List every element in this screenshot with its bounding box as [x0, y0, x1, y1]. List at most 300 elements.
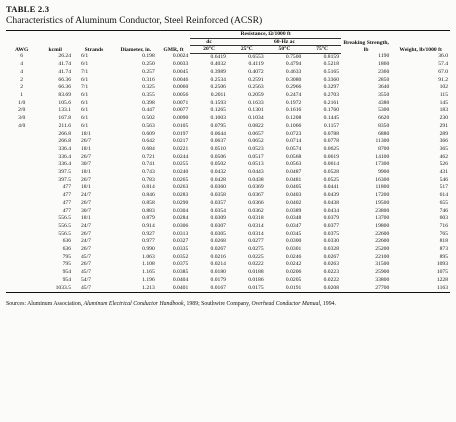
table-cell: 0.0105 — [172, 122, 189, 129]
table-cell: 0.325 — [142, 84, 155, 91]
table-row — [6, 177, 450, 185]
table-cell: 102 — [439, 84, 448, 91]
header-resistance: Resistance, Ω/1000 ft — [190, 31, 341, 39]
table-cell: 66.36 — [58, 84, 71, 91]
table-cell: 0.0180 — [210, 269, 226, 276]
table-cell: 0.0375 — [172, 261, 189, 268]
table-row — [6, 231, 450, 239]
header-ac-50c: 50°C — [266, 46, 304, 54]
table-cell: 336.4 — [58, 153, 71, 160]
table-cell: 0.783 — [142, 176, 155, 183]
table-cell: 0.0443 — [248, 169, 264, 176]
table-cell: 0.0377 — [323, 222, 339, 229]
table-row — [6, 138, 450, 146]
table-cell: 0.0506 — [210, 153, 226, 160]
table-cell: 0.502 — [142, 115, 155, 122]
table-cell: 0.0352 — [172, 253, 189, 260]
table-cell: 30/7 — [81, 207, 91, 214]
table-cell: 0.0528 — [323, 169, 339, 176]
table-cell: 0.0358 — [210, 192, 226, 199]
table-cell: 0.684 — [142, 145, 155, 152]
source-note — [6, 301, 450, 308]
table-cell: 4380 — [378, 99, 390, 106]
table-cell: 0.0513 — [248, 161, 264, 168]
table-row — [6, 184, 450, 192]
table-cell: 0.0778 — [323, 138, 339, 145]
table-cell: 30/7 — [81, 161, 91, 168]
table-cell: 0.0403 — [285, 192, 302, 199]
table-cell: 0.0375 — [323, 230, 339, 237]
table-cell: 18/1 — [81, 145, 91, 152]
table-cell: 0.0217 — [172, 138, 189, 145]
table-cell: 17200 — [375, 192, 390, 199]
table-cell: 0.0405 — [285, 184, 302, 191]
table-cell: 11800 — [375, 184, 390, 191]
table-cell: 556.5 — [58, 230, 71, 237]
table-cell: 0.0305 — [210, 230, 226, 237]
table-cell: 1190 — [378, 53, 390, 60]
table-cell: 0.0619 — [323, 153, 339, 160]
table-cell: 0.316 — [142, 76, 155, 83]
table-cell: 0.1157 — [323, 122, 339, 129]
table-cell: 0.0221 — [172, 145, 189, 152]
table-cell: 19500 — [375, 199, 390, 206]
table-cell: 0.0056 — [172, 92, 189, 99]
table-row — [6, 84, 450, 92]
table-cell: 26.24 — [58, 53, 71, 60]
table-cell: 0.2534 — [210, 76, 226, 83]
table-cell: 4 — [20, 61, 24, 68]
table-cell: 2 — [20, 76, 24, 83]
table-cell: 954 — [62, 269, 71, 276]
table-cell: 1860 — [378, 61, 390, 68]
table-cell: 54/7 — [81, 276, 91, 283]
table-cell: 0.2966 — [285, 84, 302, 91]
table-cell: 0.0208 — [303, 285, 341, 293]
table-row — [6, 53, 450, 61]
table-cell: 0.0314 — [248, 230, 264, 237]
table-cell: 0.0077 — [172, 107, 189, 114]
table-cell: 11300 — [375, 138, 390, 145]
table-cell: 0.0563 — [285, 161, 302, 168]
table-cell: 0.0244 — [172, 153, 189, 160]
table-cell: 0.814 — [142, 184, 155, 191]
table-cell: 0.609 — [142, 130, 155, 137]
table-row — [6, 254, 450, 262]
table-cell: 517 — [439, 184, 448, 191]
table-cell: 0.1265 — [210, 107, 226, 114]
table-cell: 291 — [439, 122, 448, 129]
table-cell: 603 — [439, 215, 448, 222]
header-breaking-strength: Breaking Strength, lb — [341, 31, 391, 54]
table-cell — [6, 161, 37, 169]
table-cell: 0.743 — [142, 169, 155, 176]
table-cell: 765 — [439, 230, 448, 237]
table-cell: 0.0360 — [210, 184, 226, 191]
table-cell: 24/7 — [81, 222, 91, 229]
table-cell: 211.6 — [58, 122, 71, 129]
table-cell: 0.0714 — [285, 138, 302, 145]
table-cell: 26/7 — [81, 230, 91, 237]
table-cell: 6/1 — [81, 107, 89, 114]
table-row — [6, 192, 450, 200]
table-cell: 0.0402 — [285, 199, 302, 206]
table-cell: 41.74 — [58, 61, 71, 68]
header-ac-25c: 25°C — [228, 46, 266, 54]
table-cell: 0.0367 — [248, 192, 264, 199]
table-cell: 25900 — [375, 269, 390, 276]
table-cell: 0.0268 — [210, 238, 226, 245]
table-cell: 26/7 — [81, 153, 91, 160]
table-cell: 26/7 — [81, 199, 91, 206]
table-cell: 57.4 — [438, 61, 448, 68]
table-cell: 0.0033 — [172, 61, 189, 68]
table-cell: 0.1301 — [248, 107, 264, 114]
table-cell: 26/7 — [81, 176, 91, 183]
table-row — [6, 285, 450, 293]
table-cell — [6, 177, 37, 185]
table-cell: 0.0568 — [285, 153, 302, 160]
table-cell: 0.4633 — [285, 68, 302, 75]
table-cell: 0.0277 — [248, 238, 264, 245]
table-cell: 636 — [62, 246, 71, 253]
table-cell: 0.0354 — [210, 207, 226, 214]
table-row — [6, 223, 450, 231]
table-cell: 0.0179 — [210, 276, 226, 283]
table-cell: 0.0216 — [210, 253, 226, 260]
table-cell: 0.198 — [142, 53, 155, 60]
table-cell: 746 — [439, 207, 448, 214]
table-cell: 0.0525 — [323, 176, 339, 183]
header-ac-75c: 75°C — [303, 46, 341, 54]
table-cell: 0.0046 — [172, 76, 189, 83]
table-cell: 0.0328 — [323, 246, 339, 253]
table-cell: 0.2506 — [210, 84, 226, 91]
table-cell: 83.69 — [58, 92, 71, 99]
table-cell: 36.0 — [438, 53, 448, 60]
table-cell: 873 — [439, 246, 448, 253]
table-cell: 0.741 — [142, 161, 155, 168]
table-row — [6, 169, 450, 177]
table-cell: 0.0822 — [248, 122, 264, 129]
table-cell: 1033.5 — [37, 285, 73, 293]
table-cell: 9900 — [378, 169, 390, 176]
table-cell: 0.3989 — [210, 68, 226, 75]
table-cell: 0.4794 — [285, 61, 302, 68]
table-row — [6, 238, 450, 246]
table-cell: 45/7 — [81, 269, 91, 276]
table-cell: 0.0306 — [172, 222, 189, 229]
table-cell: 33800 — [375, 276, 390, 283]
table-cell: 0.0625 — [323, 145, 339, 152]
table-cell: 105.6 — [58, 99, 71, 106]
table-cell: 0.1003 — [210, 115, 226, 122]
table-cell: 0.3297 — [323, 84, 339, 91]
table-row — [6, 246, 450, 254]
source-book-2: Overhead Conductor Manual — [251, 301, 320, 308]
source-mid: , 1989; Southwire Company, — [183, 301, 252, 308]
table-cell: 183 — [439, 107, 448, 114]
table-cell: 614 — [439, 192, 448, 199]
table-cell: 1163 — [391, 285, 450, 293]
table-cell: 0.4032 — [210, 61, 226, 68]
table-cell: 0.0369 — [248, 184, 264, 191]
table-cell: 0.3360 — [323, 76, 339, 83]
table-cell: 17300 — [375, 161, 390, 168]
table-cell: 18/1 — [81, 169, 91, 176]
table-cell: 0.858 — [142, 199, 155, 206]
table-header — [6, 31, 450, 54]
table-cell: 3/0 — [18, 115, 26, 122]
table-cell: 6/1 — [81, 115, 89, 122]
table-cell: 26/7 — [81, 138, 91, 145]
table-cell: 0.0366 — [248, 199, 264, 206]
table-cell: 0.0060 — [172, 84, 189, 91]
table-cell: 0.0314 — [248, 222, 264, 229]
table-cell: 0.0644 — [210, 130, 226, 137]
table-cell: 366 — [439, 138, 448, 145]
table-cell: 0.0307 — [210, 222, 226, 229]
table-cell: 477 — [62, 207, 71, 214]
table-cell: 0.1972 — [285, 99, 302, 106]
header-gmr: GMR, ft — [157, 31, 191, 54]
table-cell: 1.165 — [142, 269, 155, 276]
table-cell: 0.0788 — [323, 130, 339, 137]
table-cell: 0.1760 — [323, 107, 339, 114]
table-cell: 266.8 — [58, 130, 71, 137]
table-cell: 0.990 — [142, 246, 155, 253]
table-cell: 0.0401 — [157, 285, 191, 293]
table-cell: 45/7 — [73, 285, 115, 293]
table-row — [6, 146, 450, 154]
table-cell: 24/7 — [81, 192, 91, 199]
table-cell: 2850 — [378, 76, 390, 83]
table-cell: 4 — [20, 68, 24, 75]
table-cell: 0.8159 — [323, 53, 339, 60]
table-cell: 0.398 — [142, 99, 155, 106]
table-cell: 0.0345 — [285, 230, 302, 237]
table-cell: 0.4119 — [248, 61, 264, 68]
header-60hz-ac: 60-Hz ac — [228, 38, 341, 46]
table-cell — [6, 254, 37, 262]
table-cell: 2 — [20, 84, 24, 91]
table-cell: 0.1208 — [285, 115, 302, 122]
table-cell: 5300 — [378, 107, 390, 114]
table-cell: 0.2703 — [323, 92, 339, 99]
table-cell: 0.0439 — [323, 192, 339, 199]
table-cell: 818 — [439, 238, 448, 245]
table-cell: 22600 — [375, 238, 390, 245]
table-cell: 0.6553 — [248, 53, 264, 60]
table-cell: 0.0175 — [228, 285, 266, 293]
table-cell: 0.977 — [142, 238, 155, 245]
table-cell: 0.2563 — [248, 84, 264, 91]
table-cell: 0.0523 — [248, 145, 264, 152]
table-cell: 0.447 — [142, 107, 155, 114]
table-cell: 0.0657 — [248, 130, 264, 137]
table-cell: 0.0024 — [172, 53, 189, 60]
table-cell: 230 — [439, 115, 448, 122]
table-cell: 556.5 — [58, 222, 71, 229]
table-cell: 0.0206 — [285, 269, 302, 276]
table-cell: 0.0362 — [248, 207, 264, 214]
table-cell: 26/7 — [81, 246, 91, 253]
table-cell: 2/0 — [18, 107, 26, 114]
table-cell: 0.0438 — [323, 199, 339, 206]
table-cell: 0.1034 — [248, 115, 264, 122]
table-cell: 0.0652 — [248, 138, 264, 145]
table-cell: 0.563 — [142, 122, 155, 129]
table-cell: 3550 — [378, 92, 390, 99]
header-dc-20c: 20°C — [190, 46, 228, 54]
table-cell: 0.0045 — [172, 68, 189, 75]
table-cell: 6/1 — [81, 53, 89, 60]
table-cell: 24/7 — [81, 238, 91, 245]
header-dc: dc — [190, 38, 228, 46]
table-cell — [6, 246, 37, 254]
source-prefix: Sources: Aluminum Association, — [6, 301, 84, 308]
table-cell: 0.0240 — [172, 169, 189, 176]
table-row — [6, 200, 450, 208]
table-cell: 2360 — [378, 68, 390, 75]
table-cell: 167.8 — [58, 115, 71, 122]
table-cell: 0.0487 — [285, 169, 302, 176]
table-cell: 0.0301 — [285, 246, 302, 253]
table-cell: 0.0574 — [285, 145, 302, 152]
table-cell: 289 — [439, 130, 448, 137]
table-cell: 0.6419 — [210, 53, 226, 60]
table-cell: 0.0389 — [285, 207, 302, 214]
table-cell: 0.0284 — [172, 215, 189, 222]
table-cell: 0.0428 — [210, 176, 226, 183]
table-cell: 18/1 — [81, 215, 91, 222]
table-cell: 0.2011 — [210, 92, 226, 99]
table-cell: 795 — [62, 261, 71, 268]
table-cell: 18/1 — [81, 184, 91, 191]
table-cell: 0.0300 — [285, 238, 302, 245]
table-cell — [6, 208, 37, 216]
table-cell: 954 — [62, 276, 71, 283]
table-cell: 41.74 — [58, 68, 71, 75]
table-cell: 0.0318 — [248, 215, 264, 222]
table-row — [6, 215, 450, 223]
table-cell: 0.2591 — [248, 76, 264, 83]
table-cell: 0.1593 — [210, 99, 226, 106]
table-cell — [6, 184, 37, 192]
table-row — [6, 100, 450, 108]
header-diameter: Diameter, in. — [115, 31, 157, 54]
table-cell — [6, 192, 37, 200]
table-cell: 0.2161 — [323, 99, 339, 106]
table-cell — [6, 277, 37, 285]
table-cell: 0.3080 — [285, 76, 302, 83]
table-cell: 526 — [439, 161, 448, 168]
table-cell: 1.063 — [142, 253, 155, 260]
table-cell: 7/1 — [81, 84, 89, 91]
table-cell: 0.1066 — [285, 122, 302, 129]
table-cell — [6, 231, 37, 239]
table-cell: 6/1 — [81, 122, 89, 129]
table-cell: 31500 — [375, 261, 390, 268]
table-cell: 0.879 — [142, 215, 155, 222]
table-cell: 0.0197 — [172, 130, 189, 137]
table-cell: 1075 — [436, 269, 448, 276]
source-suffix: , 1994. — [320, 301, 336, 308]
table-cell: 6 — [20, 53, 24, 60]
table-cell: 895 — [439, 253, 448, 260]
table-cell: 0.1445 — [323, 115, 339, 122]
table-cell: 23800 — [375, 207, 390, 214]
table-cell: 0.2474 — [285, 92, 302, 99]
table-row — [6, 161, 450, 169]
table-cell: 45/7 — [81, 253, 91, 260]
table-cell: 0.0481 — [285, 176, 302, 183]
table-cell: 0.0223 — [323, 269, 339, 276]
table-cell: 365 — [439, 145, 448, 152]
table-cell: 6880 — [378, 130, 390, 137]
table-cell: 115 — [439, 92, 448, 99]
table-cell — [6, 131, 37, 139]
table-cell: 0.0379 — [323, 215, 339, 222]
table-cell: 27700 — [341, 285, 391, 293]
table-cell: 1.108 — [142, 261, 155, 268]
table-row — [6, 131, 450, 139]
table-cell — [6, 200, 37, 208]
table-cell: 13700 — [375, 215, 390, 222]
table-cell: 0.0347 — [285, 222, 302, 229]
table-cell: 0.0188 — [248, 269, 264, 276]
table-cell — [6, 154, 37, 162]
table-cell: 8700 — [378, 145, 390, 152]
table-cell: 16300 — [375, 176, 390, 183]
table-cell — [6, 146, 37, 154]
table-cell: 133.1 — [58, 107, 71, 114]
table-cell: 0.0438 — [248, 176, 264, 183]
table-cell: 0.0225 — [248, 253, 264, 260]
table-cell: 397.5 — [58, 169, 71, 176]
table-cell: 0.0242 — [285, 261, 302, 268]
table-cell: 8350 — [378, 122, 390, 129]
table-cell: 795 — [62, 253, 71, 260]
table-cell: 66.36 — [58, 76, 71, 83]
table-cell: 145 — [439, 99, 448, 106]
table-cell: 0.0434 — [323, 207, 339, 214]
table-cell: 0.0614 — [323, 161, 339, 168]
table-cell — [6, 238, 37, 246]
table-cell: 0.1633 — [248, 99, 264, 106]
table-cell: 18/1 — [81, 130, 91, 137]
table-cell: 22600 — [375, 230, 390, 237]
table-cell — [6, 269, 37, 277]
table-cell — [6, 261, 37, 269]
table-cell: 1 — [20, 92, 24, 99]
table-cell: 556.5 — [58, 215, 71, 222]
table-cell: 26/7 — [81, 261, 91, 268]
table-cell: 0.250 — [142, 61, 155, 68]
table-cell: 477 — [62, 199, 71, 206]
table-cell: 0.642 — [142, 138, 155, 145]
table-cell: 14100 — [375, 153, 390, 160]
table-cell — [6, 138, 37, 146]
table-cell: 0.0191 — [266, 285, 304, 293]
table-cell: 0.0090 — [172, 115, 189, 122]
table-cell: 0.0205 — [285, 276, 302, 283]
table-cell: 0.257 — [142, 68, 155, 75]
table-cell: 655 — [439, 199, 448, 206]
table-row — [6, 115, 450, 123]
table-cell: 0.0255 — [172, 161, 189, 168]
table-number: TABLE 2.3 — [6, 4, 50, 14]
